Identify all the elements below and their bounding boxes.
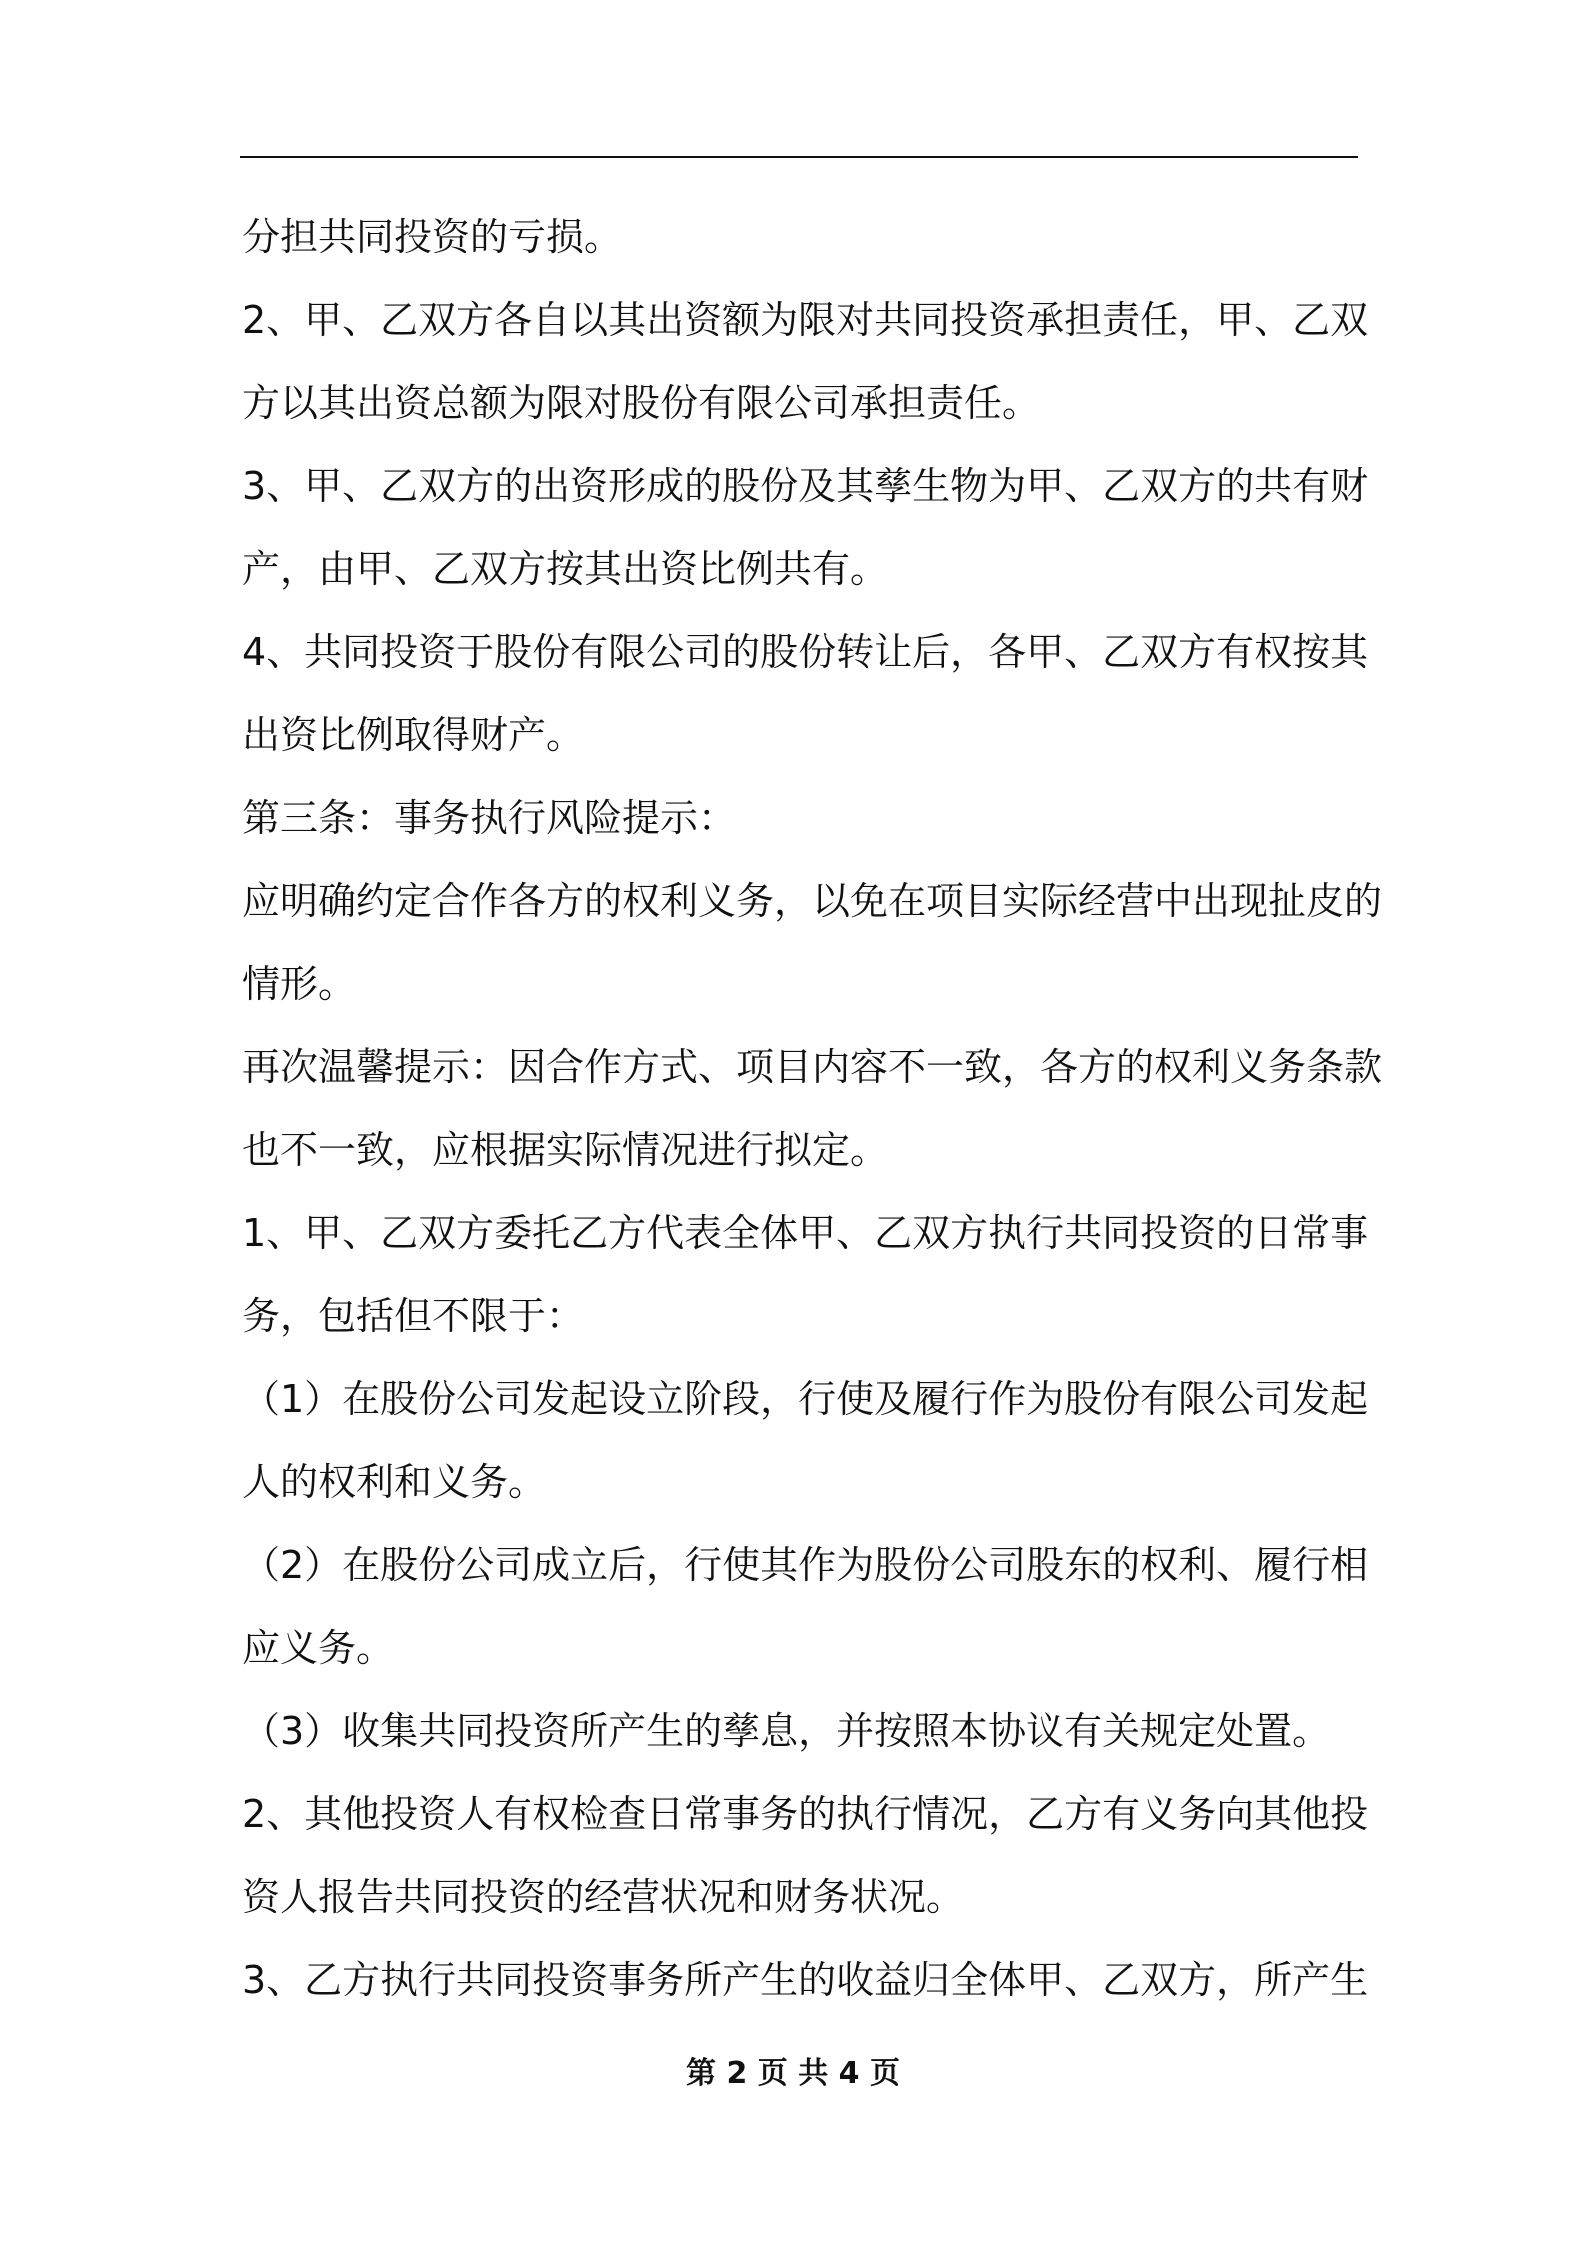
text-line: 1、甲、乙双方委托乙方代表全体甲、乙双方执行共同投资的日常事 — [242, 1211, 1369, 1255]
text-line: 分担共同投资的亏损。 — [242, 215, 623, 259]
text-line: （3）收集共同投资所产生的孳息，并按照本协议有关规定处置。 — [242, 1709, 1331, 1753]
text-line: 3、乙方执行共同投资事务所产生的收益归全体甲、乙双方，所产生 — [242, 1958, 1369, 2002]
text-line: 4、共同投资于股份有限公司的股份转让后，各甲、乙双方有权按其 — [242, 630, 1369, 674]
page-number-footer: 第 2 页 共 4 页 — [686, 2056, 900, 2091]
header-rule — [240, 156, 1358, 158]
text-line: 人的权利和义务。 — [242, 1460, 547, 1504]
text-line: 2、甲、乙双方各自以其出资额为限对共同投资承担责任，甲、乙双 — [242, 298, 1369, 342]
text-line: （2）在股份公司成立后，行使其作为股份公司股东的权利、履行相 — [242, 1543, 1369, 1587]
text-line: 3、甲、乙双方的出资形成的股份及其孳生物为甲、乙双方的共有财 — [242, 464, 1369, 508]
text-line: 产，由甲、乙双方按其出资比例共有。 — [242, 547, 889, 591]
text-line: 方以其出资总额为限对股份有限公司承担责任。 — [242, 381, 1041, 425]
text-line: 再次温馨提示：因合作方式、项目内容不一致，各方的权利义务条款 — [242, 1045, 1383, 1089]
text-line: 务，包括但不限于： — [242, 1294, 585, 1338]
text-line: 2、其他投资人有权检查日常事务的执行情况，乙方有义务向其他投 — [242, 1792, 1369, 1836]
text-line: （1）在股份公司发起设立阶段，行使及履行作为股份有限公司发起 — [242, 1377, 1369, 1421]
text-line: 也不一致，应根据实际情况进行拟定。 — [242, 1128, 889, 1172]
text-line: 应义务。 — [242, 1626, 395, 1670]
text-line: 应明确约定合作各方的权利义务，以免在项目实际经营中出现扯皮的 — [242, 879, 1383, 923]
section-heading: 第三条：事务执行风险提示： — [242, 796, 737, 840]
text-line: 情形。 — [242, 962, 357, 1006]
text-line: 资人报告共同投资的经营状况和财务状况。 — [242, 1875, 965, 1919]
text-line: 出资比例取得财产。 — [242, 713, 585, 757]
document-body — [242, 196, 1383, 2022]
